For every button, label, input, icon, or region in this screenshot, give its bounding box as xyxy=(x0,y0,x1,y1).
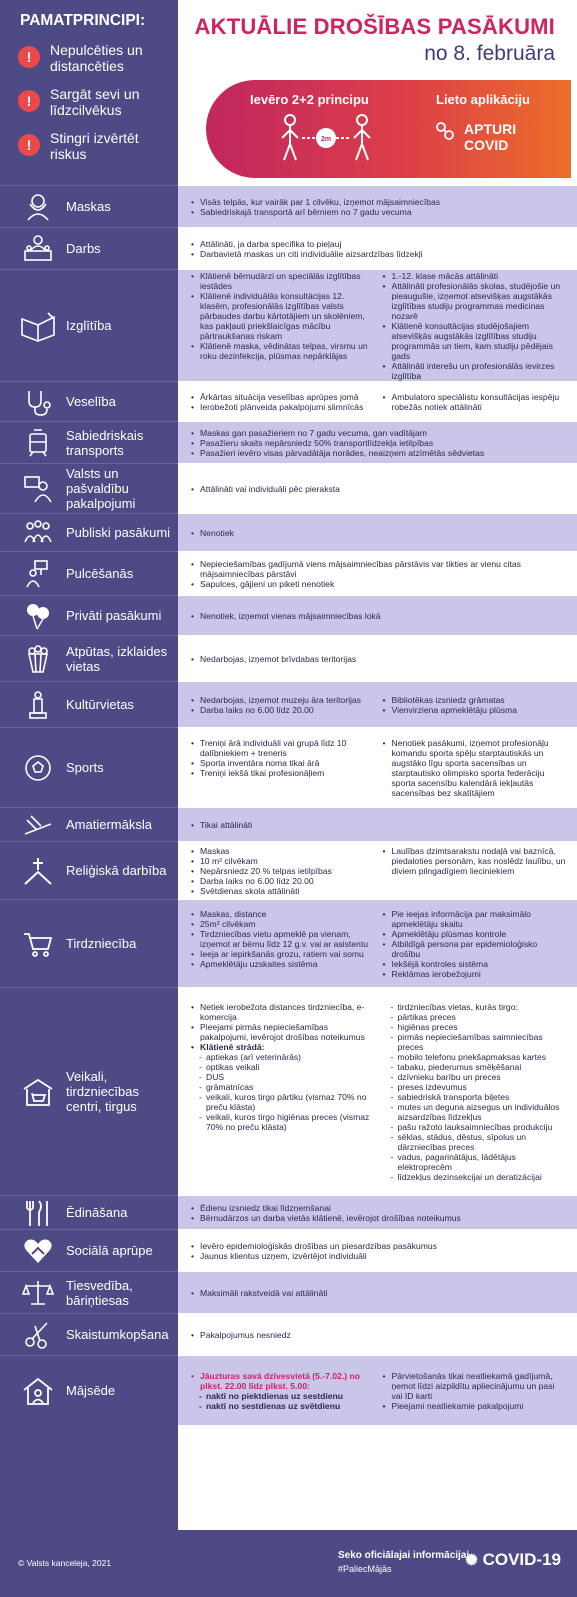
category-cell xyxy=(0,421,178,463)
measure-item: • Iekšējā kontroles sistēma xyxy=(382,959,568,969)
measures-cell xyxy=(178,463,577,513)
measures-cell xyxy=(178,1271,577,1313)
category-cell xyxy=(0,1313,178,1355)
measure-item: • Sporta inventāra noma tikai ārā xyxy=(190,758,376,768)
category-name: Darbs xyxy=(66,241,101,256)
measure-item: - aptiekas (arī veterinārās) xyxy=(190,1052,376,1062)
measure-item: • Ierobežoti plānveida pakalpojumi slimnīcās xyxy=(190,402,376,412)
measures-cell xyxy=(178,841,577,899)
measures-cell xyxy=(178,421,577,463)
measure-list xyxy=(190,428,484,458)
distance-people-icon xyxy=(276,112,376,164)
category-name: Izglītība xyxy=(66,318,112,333)
measure-item: • Ārkārtas situācija veselības aprūpes jomā xyxy=(190,392,376,402)
measure-item: - naktī no piektdienas uz sestdienu xyxy=(190,1391,376,1401)
measure-item: • Maskas, distance xyxy=(190,909,376,919)
heart-hand-icon xyxy=(18,1234,58,1268)
measure-list xyxy=(190,738,376,778)
measure-column-left xyxy=(190,695,382,715)
warning-icon: ! xyxy=(18,134,40,156)
principle-text: Stingri izvērtēt riskus xyxy=(50,130,139,162)
measure-item: • Pieejami neatliekamie pakalpojumi xyxy=(382,1401,568,1411)
category-cell xyxy=(0,727,178,807)
measure-columns xyxy=(190,1371,567,1411)
measure-list xyxy=(190,909,376,969)
measure-column-left xyxy=(190,392,382,412)
measure-item: • Pārvietošanās tikai neatliekamā gadījumā, ņemot līdzi aizpildītu apliecinājumu un pasi vai ID karti xyxy=(382,1371,568,1401)
measure-item: - higiēnas preces xyxy=(382,1022,568,1032)
category-name: Sabiedriskais transports xyxy=(66,427,144,458)
measure-item: • Klātienē individuālās konsultācijas 12. klasēm, profesionālās izglītības valsts pārbaudes darbu kārtotājiem un skolēniem, kas pakļauti priekšlaicīgas mācību pārtraukšanas riskam xyxy=(190,291,376,341)
measure-column-right xyxy=(382,846,568,896)
measure-row xyxy=(0,185,577,227)
measure-item: • Ēdienu izsniedz tikai līdzņemšanai xyxy=(190,1203,461,1213)
mask-icon xyxy=(18,190,58,224)
category-cell xyxy=(0,841,178,899)
app-name-line2: COVID xyxy=(464,137,509,153)
measure-item: • Ievēro epidemioloģiskās drošības un piesardzības pasākumus xyxy=(190,1241,437,1251)
banner-right-label: Lieto aplikāciju xyxy=(436,92,530,107)
category-name: Valsts un pašvaldību pakalpojumi xyxy=(66,466,136,511)
measure-list xyxy=(190,559,567,589)
measures-cell xyxy=(178,185,577,227)
measure-item: • Nedarbojas, izņemot muzeju āra teritorijas xyxy=(190,695,376,705)
tram-icon xyxy=(18,426,58,460)
measure-item: - pirmās nepieciešamības saimniecības preces xyxy=(382,1032,568,1052)
warning-icon: ! xyxy=(18,90,40,112)
measure-item: • Attālināti interešu un profesionālās ievirzes izglītība xyxy=(382,361,568,381)
measure-list xyxy=(190,239,423,259)
measure-item: - sabiedriskā transporta biļetes xyxy=(382,1092,568,1102)
category-name: Reliģiskā darbība xyxy=(66,863,167,878)
measure-item: - vadus, pagarinātājus, lādētājus elektropreсēm xyxy=(382,1152,568,1172)
measure-row xyxy=(0,1313,577,1355)
measure-item: • Treniņi iekšā tikai profesionāļiem xyxy=(190,768,376,778)
principle-text: Nepulcēties un distancēties xyxy=(50,42,143,74)
measure-column-right xyxy=(382,738,568,798)
measure-item: - veikali, kuros tirgo pārtiku (vismaz 70% no preču klāsta) xyxy=(190,1092,376,1112)
measure-item: • Nenotiek pasākumi, izņemot profesionāļu komandu sporta spēļu starptautiskās un augstāko līgu sporta sacensības un starptautisko olimpisko sporta federāciju sporta sacensību kalendārā iekļautās sacensības bez skatītājiem xyxy=(382,738,568,798)
measure-column-right xyxy=(382,1002,568,1182)
principle-text: Sargāt sevi un līdzcilvēkus xyxy=(50,86,140,118)
cross-icon xyxy=(18,854,58,888)
measure-column-left xyxy=(190,271,382,381)
measures-cell xyxy=(178,551,577,595)
category-cell xyxy=(0,551,178,595)
cart-icon xyxy=(18,927,58,961)
measure-list xyxy=(382,738,568,798)
category-name: Tiesvedība, bāriņtiesas xyxy=(66,1277,133,1308)
banner xyxy=(206,80,571,178)
measure-row xyxy=(0,1195,577,1229)
measure-list xyxy=(382,846,568,876)
category-name: Publiski pasākumi xyxy=(66,525,171,540)
principle-item xyxy=(10,130,168,162)
measure-item: • Apmeklētāju uzskaites sistēma xyxy=(190,959,376,969)
measures-cell xyxy=(178,1313,577,1355)
measure-row xyxy=(0,727,577,807)
measure-row xyxy=(0,227,577,269)
measure-list xyxy=(190,197,440,217)
principle-item xyxy=(10,86,168,118)
measure-item: - optikas veikali xyxy=(190,1062,376,1072)
measure-item: • Netiek ierobežota distances tirdzniecība, e-komercija xyxy=(190,1002,376,1022)
measure-column-right xyxy=(382,909,568,979)
measure-list xyxy=(382,392,568,412)
category-name: Tirdzniecība xyxy=(66,936,137,951)
footer xyxy=(0,1530,577,1597)
measure-item: • Ambulatoro speciālistu konsultācijas iespēju robežās notiek attālināti xyxy=(382,392,568,412)
measure-row xyxy=(0,1229,577,1271)
measure-item: • Nenotiek xyxy=(190,528,234,538)
category-cell xyxy=(0,1229,178,1271)
footer-left xyxy=(0,1530,178,1597)
house-icon xyxy=(18,1374,58,1408)
measure-item: • Reklāmas ierobežojumi xyxy=(382,969,568,979)
measure-item: • Apmeklētāju plūsmas kontrole xyxy=(382,929,568,939)
popcorn-icon xyxy=(18,642,58,676)
category-cell xyxy=(0,595,178,635)
measure-item: • Nenotiek, izņemot vienas mājsaimniecības lokā xyxy=(190,611,381,621)
measure-item: • Klātienē bērnudārzi un speciālās izglītības iestādes xyxy=(190,271,376,291)
category-cell xyxy=(0,513,178,551)
measure-item: • Bibliotēkas izsniedz grāmatas xyxy=(382,695,568,705)
measures-cell xyxy=(178,513,577,551)
measures-cell xyxy=(178,681,577,727)
measure-row xyxy=(0,681,577,727)
measures-cell xyxy=(178,899,577,987)
measure-list xyxy=(190,1002,376,1132)
category-name: Pulcēšanās xyxy=(66,566,134,581)
measure-item: • Klātienē strādā: xyxy=(190,1042,376,1052)
category-name: Maskas xyxy=(66,199,111,214)
measure-column-left xyxy=(190,738,382,798)
measure-row xyxy=(0,463,577,513)
measure-item: • Attālināti profesionālās skolas, studējošie un pieaugušie, izņemot atsevišķas augstākās izglītības studiju programmas medicinas nozarē xyxy=(382,281,568,321)
shop-icon xyxy=(18,1075,58,1109)
measure-item: • Maksimāli rakstveidā vai attālināti xyxy=(190,1288,328,1298)
measure-row xyxy=(0,513,577,551)
footer-right xyxy=(178,1530,577,1597)
measure-column-right xyxy=(382,392,568,412)
measure-item: • Vienvirziena apmeklētāju plūsma xyxy=(382,705,568,715)
measure-item: • Pie ieejas informācija par maksimālo apmeklētāju skaitu xyxy=(382,909,568,929)
brand-text: COVID-19 xyxy=(482,1550,561,1569)
category-cell xyxy=(0,227,178,269)
measure-item: • Atbildīgā persona par epidemioloģisko drošību xyxy=(382,939,568,959)
measure-list xyxy=(382,271,568,381)
measure-item: • Bērnudārzos un darba vietās klātienē, ievērojot drošības noteikumus xyxy=(190,1213,461,1223)
measure-item: - sēklas, stādus, dēstus, sīpolus un dārzniecības preces xyxy=(382,1132,568,1152)
gathering-icon xyxy=(18,557,58,591)
measure-row xyxy=(0,987,577,1195)
measure-list xyxy=(190,1371,376,1411)
measure-item: • Nedarbojas, izņemot brīvdabas teritorijas xyxy=(190,654,356,664)
category-cell xyxy=(0,381,178,421)
measure-column-right xyxy=(382,1371,568,1411)
category-name: Sports xyxy=(66,760,104,775)
measure-item: • Ieeja ar iepirkšanās grozu, ratiem vai somu xyxy=(190,949,376,959)
measure-item: • Nepieciešamības gadījumā viens mājsaimniecības pārstāvis var tikties ar vienu citas mājsaimniecības pārstāvi xyxy=(190,559,567,579)
page-subtitle: no 8. februāra xyxy=(424,42,555,65)
measure-item: • Pieejami pirmās nepieciešamības pakalpojumi, ievērojot drošības noteikumus xyxy=(190,1022,376,1042)
measures-cell xyxy=(178,1229,577,1271)
measure-list xyxy=(190,1241,437,1261)
measure-columns xyxy=(190,1002,567,1182)
measure-list xyxy=(382,1371,568,1411)
service-icon xyxy=(18,472,58,506)
measure-column-left xyxy=(190,1002,382,1182)
title-block xyxy=(178,0,577,185)
measure-row xyxy=(0,381,577,421)
measure-item: • Visās telpās, kur vairāk par 1 cilvēku, izņemot mājsaimniecības xyxy=(190,197,440,207)
court-icon xyxy=(18,1276,58,1310)
measure-columns xyxy=(190,738,567,798)
measure-columns xyxy=(190,695,567,715)
category-name: Amatiermāksla xyxy=(66,817,152,832)
measures-cell xyxy=(178,987,577,1195)
measure-columns xyxy=(190,846,567,896)
measure-item: - naktī no sestdienas uz svētdienu xyxy=(190,1401,376,1411)
virus-icon: ✺ xyxy=(465,1552,478,1569)
measure-item: • Svētdienas skola attālināti xyxy=(190,886,376,896)
covid-logo xyxy=(465,1550,561,1570)
app-name-line1: APTURI xyxy=(464,121,517,137)
header xyxy=(0,0,577,185)
category-cell xyxy=(0,1195,178,1229)
measure-item: • Klātienē konsultācijas studējošajiem atsevišķās augstākās izglītības studiju programmās un tiem, kam studiju pēdējais gads xyxy=(382,321,568,361)
measure-list xyxy=(382,1002,568,1182)
measure-item: • Pasažieri ievēro visas pārvadātāja norādes, neaizņem atzīmētās sēdvietas xyxy=(190,448,484,458)
category-name: Veselība xyxy=(66,394,116,409)
banner-left-label: Ievēro 2+2 principu xyxy=(250,92,369,107)
measure-item: • Pasažieru skaits nepārsniedz 50% transportlīdzekļa ietilpības xyxy=(190,438,484,448)
measure-list xyxy=(190,1330,291,1340)
distance-label: 2m xyxy=(320,136,332,143)
measures-cell xyxy=(178,269,577,381)
measure-row xyxy=(0,841,577,899)
measure-columns xyxy=(190,271,567,381)
measure-list xyxy=(190,846,376,896)
measures-cell xyxy=(178,595,577,635)
copyright: © Valsts kanceleja, 2021 xyxy=(18,1558,112,1568)
measure-row xyxy=(0,595,577,635)
measures-cell xyxy=(178,807,577,841)
principles-heading: PAMATPRINCIPI: xyxy=(20,12,146,29)
category-cell xyxy=(0,987,178,1195)
measure-item: - pašu ražoto lauksaimniecības produkciju xyxy=(382,1122,568,1132)
measure-list xyxy=(190,484,340,494)
measure-list xyxy=(190,392,376,412)
measure-item: • Treniņi ārā individuāli vai grupā līdz 10 dalībniekiem + treneris xyxy=(190,738,376,758)
measure-item: • 10 m² cilvēkam xyxy=(190,856,376,866)
cutlery-icon xyxy=(18,1196,58,1230)
work-icon xyxy=(18,232,58,266)
measure-item: • Darba laiks no 6.00 līdz 20.00 xyxy=(190,705,376,715)
measure-item: • Tikai attālināti xyxy=(190,820,252,830)
measure-list xyxy=(190,654,356,664)
stethoscope-icon xyxy=(18,385,58,419)
scissors-icon xyxy=(18,1318,58,1352)
category-cell xyxy=(0,807,178,841)
measure-item: • Pakalpojumus nesniedz xyxy=(190,1330,291,1340)
measure-item: - grāmatnīcas xyxy=(190,1082,376,1092)
measures-cell xyxy=(178,727,577,807)
measure-item: • 25m² cilvēkam xyxy=(190,919,376,929)
measure-item: • Attālināti, ja darba specifika to pieļauj xyxy=(190,239,423,249)
measure-row xyxy=(0,551,577,595)
category-cell xyxy=(0,269,178,381)
category-name: Sociālā aprūpe xyxy=(66,1243,153,1258)
category-cell xyxy=(0,185,178,227)
measure-row xyxy=(0,807,577,841)
measure-item: • Klātienē maska, vēdinātas telpas, virsmu un roku dezinfekcija, plūsmas nepārklājas xyxy=(190,341,376,361)
art-icon xyxy=(18,808,58,842)
measure-item: - līdzekļus dezinsekcijai un deratizācijai xyxy=(382,1172,568,1182)
measure-item: - dzīvnieku barību un preces xyxy=(382,1072,568,1082)
measure-item: • Laulības dzimtsarakstu nodaļā vai baznīcā, piedaloties personām, kas noslēdz laulību, un diviem pilngadīgiem lieciniekiem xyxy=(382,846,568,876)
category-cell xyxy=(0,681,178,727)
category-cell xyxy=(0,1271,178,1313)
measure-row xyxy=(0,635,577,681)
balloons-icon xyxy=(18,599,58,633)
page-title: AKTUĀLIE DROŠĪBAS PASĀKUMI xyxy=(194,14,555,39)
measure-item: • 1.-12. klase mācās attālināti xyxy=(382,271,568,281)
measure-item: • Darba laiks no 6.00 līdz 20.00 xyxy=(190,876,376,886)
measure-item: • Darbavietā maskas un citi individuālie aizsardzības līdzekļi xyxy=(190,249,423,259)
measure-row xyxy=(0,421,577,463)
measure-item: - mutes un deguna aizsegus un individuālos aizsardzības līdzekļus xyxy=(382,1102,568,1122)
measures-cell xyxy=(178,1195,577,1229)
measure-column-left xyxy=(190,1371,382,1411)
measure-list xyxy=(190,695,376,715)
app-icon xyxy=(434,120,456,142)
measure-list xyxy=(190,1288,328,1298)
measure-item: • Tirdzniecības vietu apmeklē pa vienam, izņemot ar bērnu līdz 12 g.v. vai ar asistentu xyxy=(190,929,376,949)
category-name: Kultūrvietas xyxy=(66,697,134,712)
event-icon xyxy=(18,516,58,550)
measure-list xyxy=(190,820,252,830)
measure-column-left xyxy=(190,909,382,979)
measure-list xyxy=(190,611,381,621)
measure-item: - veikali, kuros tirgo higiēnas preces (vismaz 70% no preču klāsta) xyxy=(190,1112,376,1132)
measure-item: • Sabiedriskajā transportā arī bērniem no 7 gadu vecuma xyxy=(190,207,440,217)
measure-item: • Nepārsniedz 20 % telpas ietilpības xyxy=(190,866,376,876)
measure-item: • Jāuzturas savā dzīvesvietā (5.-7.02.) no plkst. 22.00 līdz plkst. 5.00: xyxy=(190,1371,376,1391)
warning-icon: ! xyxy=(18,46,40,68)
monument-icon xyxy=(18,688,58,722)
ball-icon xyxy=(18,751,58,785)
category-name: Mājsēde xyxy=(66,1383,116,1398)
measure-row xyxy=(0,269,577,381)
measure-columns xyxy=(190,909,567,979)
measure-item: - pārtikas preces xyxy=(382,1012,568,1022)
measure-row xyxy=(0,1271,577,1313)
measure-item: • Maskas xyxy=(190,846,376,856)
category-name: Privāti pasākumi xyxy=(66,608,162,623)
category-cell xyxy=(0,899,178,987)
measure-item: - preses izdevumus xyxy=(382,1082,568,1092)
category-cell xyxy=(0,463,178,513)
category-name: Ēdināšana xyxy=(66,1205,128,1220)
measure-list xyxy=(382,695,568,715)
measure-columns xyxy=(190,392,567,412)
measure-item: - mobilo telefonu priekšapmaksas kartes xyxy=(382,1052,568,1062)
measure-row xyxy=(0,899,577,987)
measure-item: • Sapulces, gājieni un piketi nenotiek xyxy=(190,579,567,589)
measures-cell xyxy=(178,1355,577,1425)
measures-cell xyxy=(178,635,577,681)
category-cell xyxy=(0,635,178,681)
measure-item: - tabaku, piederumus smēķēšanai xyxy=(382,1062,568,1072)
category-cell xyxy=(0,1355,178,1425)
measure-row xyxy=(0,1355,577,1425)
measure-item: - tirdzniecības vietas, kurās tirgo: xyxy=(382,1002,568,1012)
principles-panel xyxy=(0,0,178,185)
measure-column-left xyxy=(190,846,382,896)
measure-list xyxy=(382,909,568,979)
measure-list xyxy=(190,1203,461,1223)
book-icon xyxy=(18,309,58,343)
measure-column-right xyxy=(382,695,568,715)
follow-text: Seko oficiālajai informācijai xyxy=(338,1550,470,1561)
measures-cell xyxy=(178,381,577,421)
measures-cell xyxy=(178,227,577,269)
measure-item: • Jaunus klientus uzņem, izvērtējot individuāli xyxy=(190,1251,437,1261)
category-name: Skaistumkopšana xyxy=(66,1327,169,1342)
measure-column-right xyxy=(382,271,568,381)
principle-item xyxy=(10,42,168,74)
measure-list xyxy=(190,528,234,538)
category-name: Atpūtas, izklaides vietas xyxy=(66,643,168,674)
measure-item: - DUS xyxy=(190,1072,376,1082)
category-name: Veikali, tirdzniecības centri, tirgus xyxy=(66,1069,139,1114)
measure-list xyxy=(190,271,376,361)
measure-item: • Attālināti vai individuāli pēc pieraksta xyxy=(190,484,340,494)
measure-item: • Maskas gan pasažieriem no 7 gadu vecuma, gan vadītājam xyxy=(190,428,484,438)
hashtag: #PaliecMājās xyxy=(338,1564,392,1574)
